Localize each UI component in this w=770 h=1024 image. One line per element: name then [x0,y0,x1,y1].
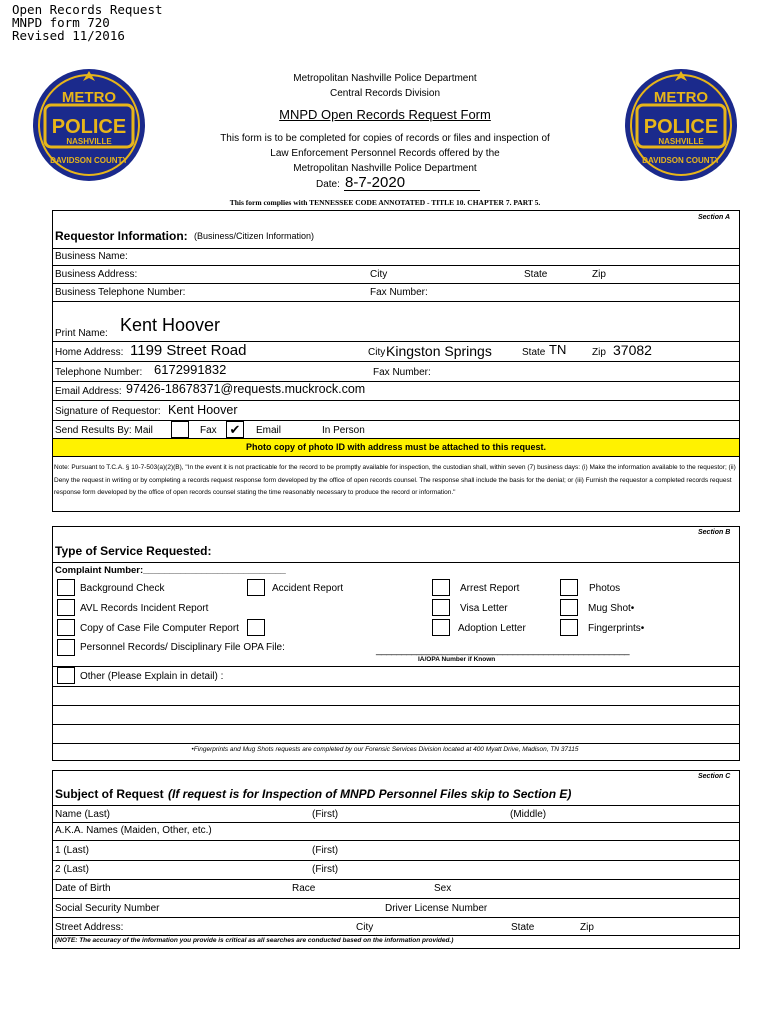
date-label: Date: [316,179,340,190]
print-name-field[interactable]: Kent Hoover [120,315,221,335]
svg-text:POLICE: POLICE [643,116,719,138]
case-file-checkbox[interactable] [57,619,75,636]
accident-report-label: Accident Report [272,583,344,594]
intro-line-1: This form is to be completed for copies of records or files and inspection of [220,133,550,144]
fingerprints-checkbox[interactable] [560,619,578,636]
svg-text:DAVIDSON COUNTY: DAVIDSON COUNTY [642,156,720,165]
background-check-checkbox[interactable] [57,579,75,596]
home-zip-field[interactable]: 37082 [613,342,652,358]
visa-letter-checkbox[interactable] [432,599,450,616]
name-middle-label: (Middle) [510,809,547,820]
business-fax-label: Fax Number: [370,287,428,298]
fingerprints-footnote: •Fingerprints and Mug Shots requests are completed by our Forensic Services Division located at 400 Myatt Drive, Madison, TN 37115 [191,746,579,753]
business-state-label: State [524,269,548,280]
division-name: Central Records Division [329,88,441,99]
business-address-label: Business Address: [55,269,138,280]
photos-label: Photos [589,583,621,594]
svg-text:DAVIDSON COUNTY: DAVIDSON COUNTY [50,156,128,165]
home-city-label: City [368,347,386,358]
form-id-line1: Open Records Request [12,2,163,17]
business-phone-label: Business Telephone Number: [55,287,186,298]
home-city-field[interactable]: Kingston Springs [386,343,492,359]
home-zip-label: Zip [592,347,606,358]
accuracy-note: (NOTE: The accuracy of the information you provide is critical as all searches are conducted based on the information provided.) [55,937,454,944]
adoption-letter-checkbox[interactable] [432,619,450,636]
legal-note: Note: Pursuant to T.C.A. § 10-7-503(a)(2)(B), "In the event it is not practicable for the record to be promptly available for inspection, the custodian shall, within seven (7) business days: (i) Make the information available to the requestor; (ii) Deny the request in writing or by completing a records request response form developed by the office of open records counsel. The response shall include the basis for the denial; or (iii) Furnish the requestor a completed records request response form developed by the office of open records counsel stating the time reasonably necessary to produce the record or information." [54,464,736,497]
ia-opa-number-label: IA/OPA Number if Known [418,656,496,663]
section-c-tag: Section C [698,773,731,780]
form-id-line3: Revised 11/2016 [12,28,125,43]
sex-label: Sex [434,883,452,894]
accident-report-checkbox[interactable] [247,579,265,596]
home-address-label: Home Address: [55,347,124,358]
subject-zip-label: Zip [580,922,594,933]
aka-1-last-label: 1 (Last) [55,845,89,856]
intro-line-3: Metropolitan Nashville Police Department [293,163,477,174]
arrest-report-label: Arrest Report [460,583,520,594]
form-title: MNPD Open Records Request Form [279,107,491,122]
mail-checkbox[interactable] [171,421,189,438]
aka-1-first-label: (First) [312,845,339,856]
street-address-label: Street Address: [55,922,124,933]
ssn-label: Social Security Number [55,903,160,914]
home-state-label: State [522,347,546,358]
background-check-label: Background Check [80,583,165,594]
mug-shot-checkbox[interactable] [560,599,578,616]
race-label: Race [292,883,316,894]
business-zip-label: Zip [592,269,606,280]
phone-field[interactable]: 6172991832 [154,362,227,377]
signature-field[interactable]: Kent Hoover [168,403,238,417]
form-id-line2: MNPD form 720 [12,15,110,30]
signature-label: Signature of Requestor: [55,406,161,417]
personnel-records-checkbox[interactable] [57,639,75,656]
aka-2-last-label: 2 (Last) [55,864,89,875]
subject-heading-note: (If request is for Inspection of MNPD Personnel Files skip to Section E) [168,787,572,801]
visa-letter-label: Visa Letter [460,603,508,614]
business-name-label: Business Name: [55,251,128,262]
email-address-label: Email Address: [55,386,122,397]
fax-option-label: Fax [200,425,217,436]
in-person-option-label: In Person [322,425,365,436]
photos-checkbox[interactable] [560,579,578,596]
requestor-heading: Requestor Information: [55,229,188,243]
aka-2-first-label: (First) [312,864,339,875]
svg-text:NASHVILLE: NASHVILLE [66,137,112,146]
avl-records-checkbox[interactable] [57,599,75,616]
section-b-tag: Section B [698,529,731,536]
subject-state-label: State [511,922,535,933]
compliance-statement: This form complies with TENNESSEE CODE ANNOTATED - TITLE 10. CHAPTER 7. PART 5. [229,198,541,207]
home-state-field[interactable]: TN [549,342,567,357]
requestor-heading-note: (Business/Citizen Information) [194,231,315,241]
svg-text:METRO: METRO [61,89,117,106]
intro-line-2: Law Enforcement Personnel Records offered by the [270,148,500,159]
fax-number-label: Fax Number: [373,367,431,378]
name-last-label: Name (Last) [55,809,111,820]
business-city-label: City [370,269,388,280]
mug-shot-label: Mug Shot• [588,603,635,614]
subject-city-label: City [356,922,374,933]
photo-id-notice: Photo copy of photo ID with address must be attached to this request. [245,442,547,452]
computer-report-checkbox[interactable] [247,619,265,636]
section-a-tag: Section A [698,214,731,221]
other-checkbox[interactable] [57,667,75,684]
print-name-label: Print Name: [55,328,108,339]
send-results-label: Send Results By: Mail [55,425,153,436]
svg-text:POLICE: POLICE [51,116,127,138]
arrest-report-checkbox[interactable] [432,579,450,596]
phone-label: Telephone Number: [55,367,143,378]
service-heading: Type of Service Requested: [55,544,212,558]
home-address-field[interactable]: 1199 Street Road [130,342,247,359]
subject-heading: Subject of Request [55,787,164,801]
fingerprints-label: Fingerprints• [588,623,645,634]
adoption-letter-label: Adoption Letter [458,623,526,634]
ia-opa-number-line[interactable]: __________________________________________________ [376,645,630,656]
email-option-label: Email [256,425,282,436]
case-file-label: Copy of Case File Computer Report [80,623,239,634]
personnel-records-label: Personnel Records/ Disciplinary File OPA File: [80,642,285,653]
name-first-label: (First) [312,809,339,820]
svg-text:METRO: METRO [653,89,709,106]
fax-checkbox[interactable]: ✔ [226,421,244,438]
date-field[interactable]: 8-7-2020 [345,174,406,191]
department-name: Metropolitan Nashville Police Department [293,73,477,84]
dob-label: Date of Birth [55,883,111,894]
avl-records-label: AVL Records Incident Report [80,603,209,614]
driver-license-label: Driver License Number [385,903,488,914]
aka-label: A.K.A. Names (Maiden, Other, etc.) [55,825,212,836]
svg-text:NASHVILLE: NASHVILLE [658,137,704,146]
other-label: Other (Please Explain in detail) : [80,671,224,682]
complaint-number-label: Complaint Number:___________________________ [55,565,286,576]
email-address-field[interactable]: 97426-18678371@requests.muckrock.com [126,382,366,396]
